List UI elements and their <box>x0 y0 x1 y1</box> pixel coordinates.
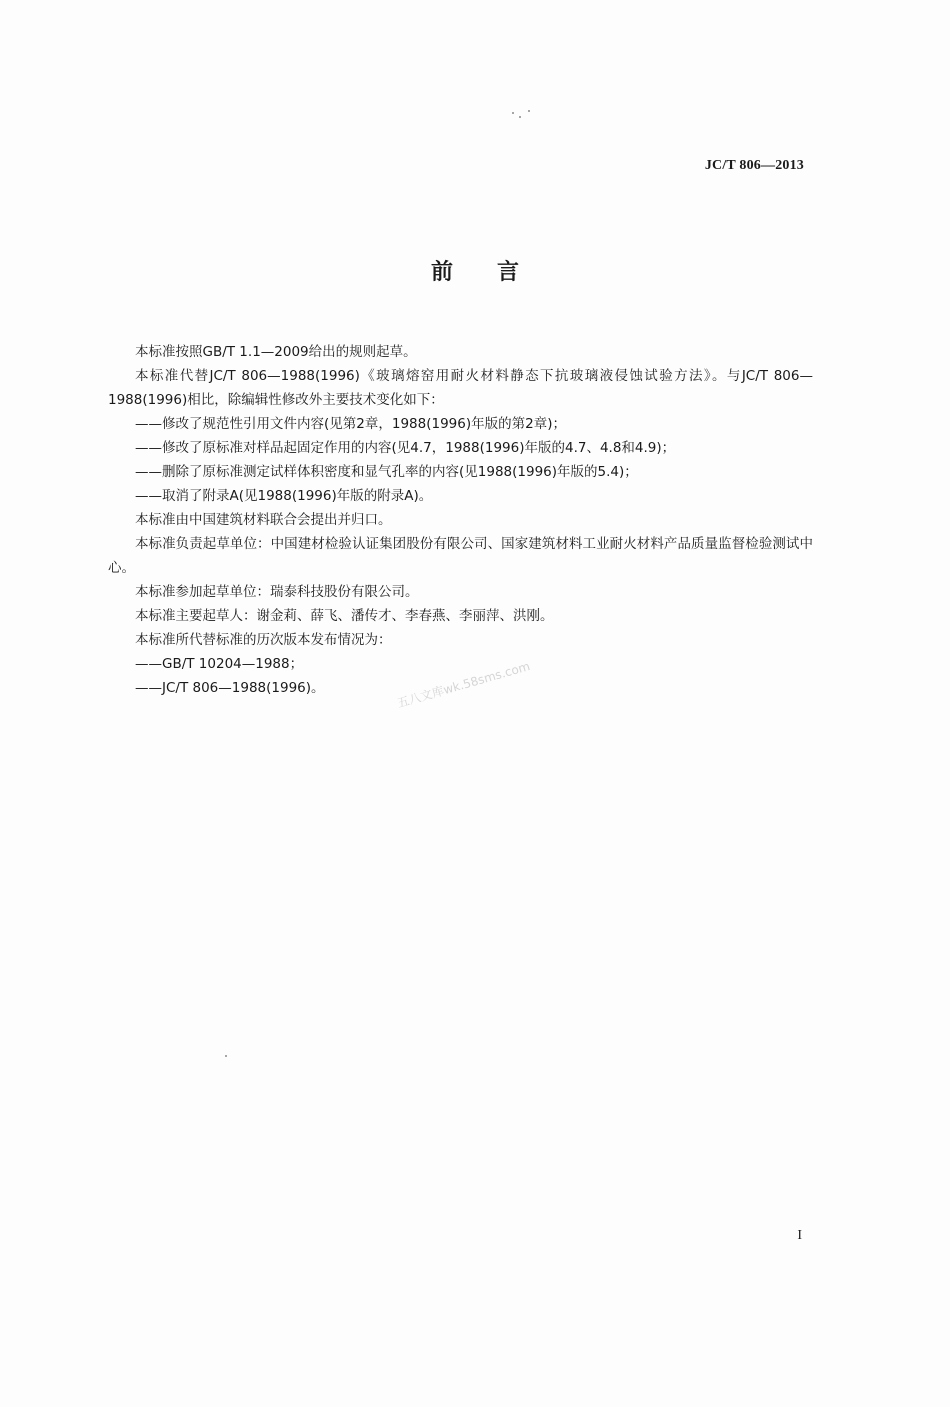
page-number: I <box>797 1228 802 1243</box>
list-item-history-2: ——JC/T 806—1988(1996)。 <box>135 680 325 696</box>
list-item-change-3: ——删除了原标准测定试样体积密度和显气孔率的内容(见1988(1996)年版的5.4)； <box>135 464 638 480</box>
paragraph-participating-drafter: 本标准参加起草单位：瑞泰科技股份有限公司。 <box>135 584 419 600</box>
list-item-change-1: ——修改了规范性引用文件内容(见第2章，1988(1996)年版的第2章)； <box>135 416 566 432</box>
scan-speck <box>528 110 530 112</box>
paragraph-lead-drafter: 本标准负责起草单位：中国建材检验认证集团股份有限公司、国家建筑材料工业耐火材料产品质量监督检验测试中心。 <box>108 536 813 576</box>
list-item-history-1: ——GB/T 10204—1988； <box>135 656 304 672</box>
list-item-change-2: ——修改了原标准对样品起固定作用的内容(见4.7，1988(1996)年版的4.7、4.8和4.9)； <box>135 440 676 456</box>
standard-code: JC/T 806—2013 <box>704 158 804 173</box>
paragraph-main-drafters: 本标准主要起草人：谢金莉、薛飞、潘传才、李春燕、李丽萍、洪刚。 <box>135 608 554 624</box>
paragraph-drafting-rules: 本标准按照GB/T 1.1—2009给出的规则起草。 <box>135 344 417 360</box>
scan-speck <box>519 116 521 118</box>
paragraph-proposer: 本标准由中国建筑材料联合会提出并归口。 <box>135 512 392 528</box>
list-item-change-4: ——取消了附录A(见1988(1996)年版的附录A)。 <box>135 488 433 504</box>
scan-speck <box>512 112 514 114</box>
watermark-text: 五八文库wk.58sms.com <box>395 659 532 711</box>
paragraph-replacement: 本标准代替JC/T 806—1988(1996)《玻璃熔窑用耐火材料静态下抗玻璃液侵蚀试验方法》。与JC/T 806—1988(1996)相比，除编辑性修改外主要技术变化如下： <box>108 368 813 408</box>
foreword-body <box>108 340 813 700</box>
page-title: 前言 <box>430 260 563 285</box>
paragraph-history-intro: 本标准所代替标准的历次版本发布情况为： <box>135 632 392 648</box>
scan-speck <box>225 1055 227 1057</box>
